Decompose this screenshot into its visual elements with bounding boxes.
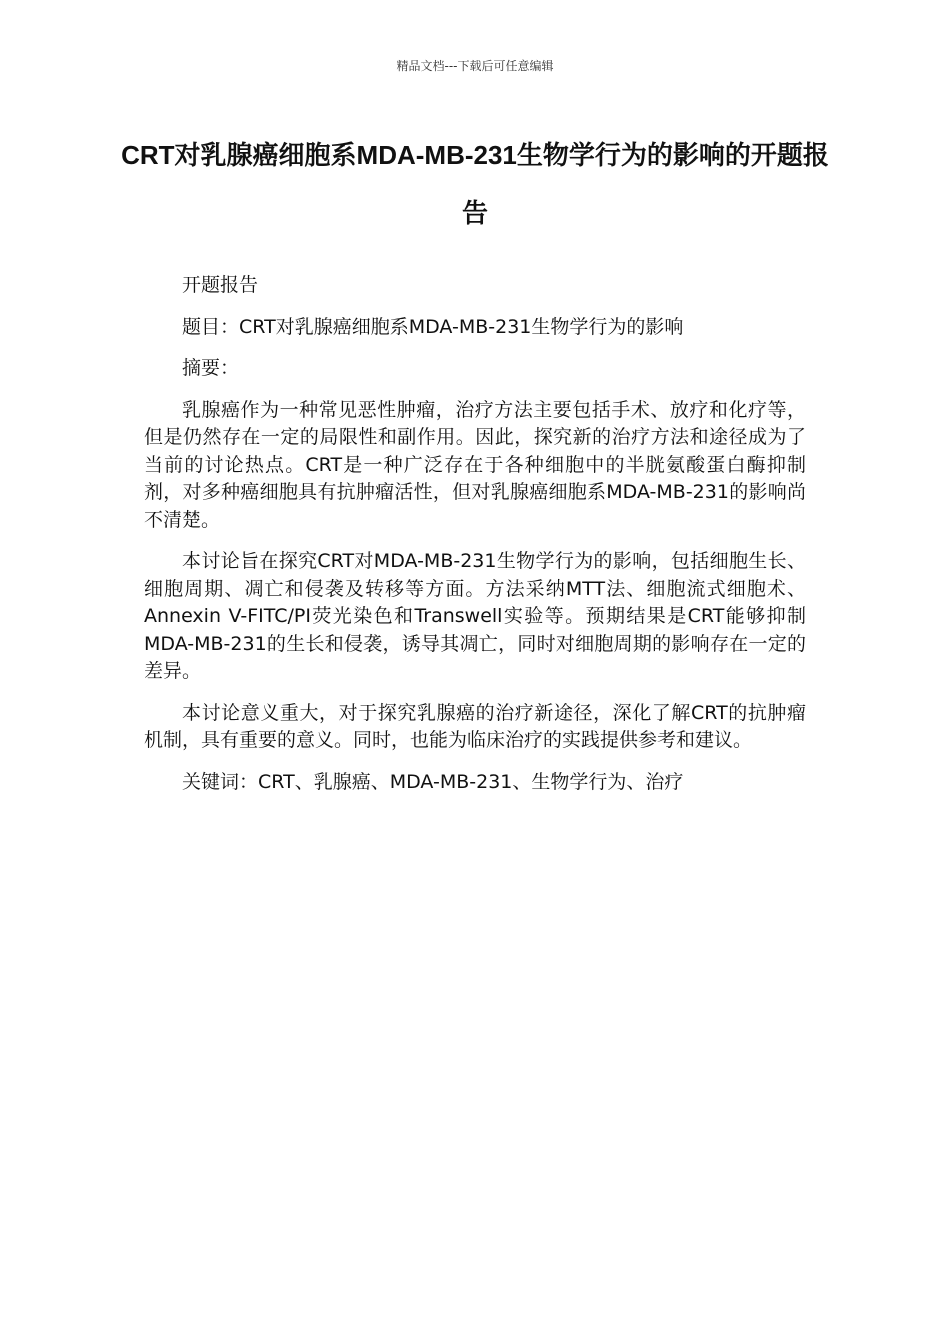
section-label: 开题报告 xyxy=(182,274,259,296)
document-title: CRT对乳腺癌细胞系MDA-MB-231生物学行为的影响的开题报告 xyxy=(121,140,829,228)
paragraph-methods: 本讨论旨在探究CRT对MDA-MB-231生物学行为的影响，包括细胞生长、细胞周期、凋亡和侵袭及转移等方面。方法采纳MTT法、细胞流式细胞术、Annexin V-FITC/PI荧光染色和Transwell实验等。预期结果是CRT能够抑制MDA-MB-231的生长和侵袭，诱导其凋亡，同时对细胞周期的影响存在一定的差异。 xyxy=(144,550,806,682)
paragraph-background: 乳腺癌作为一种常见恶性肿瘤，治疗方法主要包括手术、放疗和化疗等，但是仍然存在一定的局限性和副作用。因此，探究新的治疗方法和途径成为了当前的讨论热点。CRT是一种广泛存在于各种细胞中的半胱氨酸蛋白酶抑制剂，对多种癌细胞具有抗肿瘤活性，但对乳腺癌细胞系MDA-MB-231的影响尚不清楚。 xyxy=(144,398,806,531)
abstract-label: 摘要： xyxy=(182,357,240,379)
document-body xyxy=(144,272,806,810)
header-note: 精品文档---下载后可任意编辑 xyxy=(396,59,554,73)
paragraph-significance: 本讨论意义重大，对于探究乳腺癌的治疗新途径，深化了解CRT的抗肿瘤机制，具有重要的意义。同时，也能为临床治疗的实践提供参考和建议。 xyxy=(144,701,806,751)
topic-line: 题目：CRT对乳腺癌细胞系MDA-MB-231生物学行为的影响 xyxy=(182,315,684,338)
keywords-line: 关键词：CRT、乳腺癌、MDA-MB-231、生物学行为、治疗 xyxy=(182,770,684,793)
